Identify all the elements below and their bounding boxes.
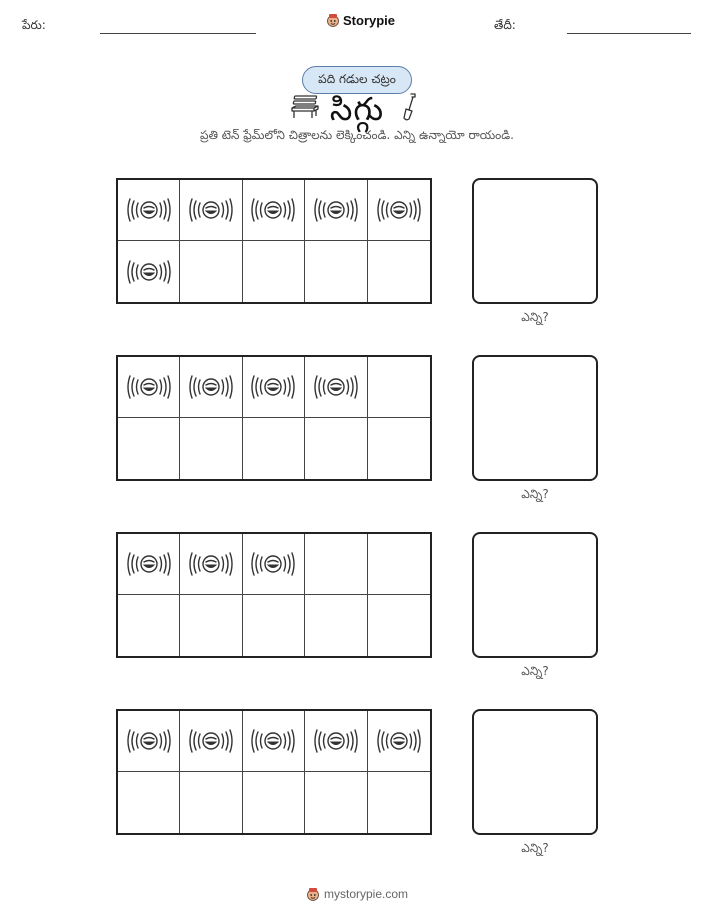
date-line[interactable] xyxy=(567,33,691,34)
brand-name: Storypie xyxy=(343,12,396,28)
frame-cell xyxy=(243,711,305,772)
shy-face-icon xyxy=(314,369,358,405)
footer-site: mystorypie.com xyxy=(323,887,409,901)
frame-cell xyxy=(368,772,430,833)
ten-frame-1 xyxy=(116,178,432,304)
footer xyxy=(0,886,714,902)
frame-cell xyxy=(305,711,367,772)
shy-face-icon xyxy=(189,369,233,405)
storypie-logo-icon xyxy=(326,12,340,28)
frame-cell xyxy=(305,772,367,833)
frame-cell xyxy=(180,241,242,302)
frame-cell xyxy=(118,534,180,595)
answer-label-1: ఎన్ని? xyxy=(521,310,549,324)
category-badge: పది గడుల చట్రం xyxy=(302,66,412,94)
shy-face-icon xyxy=(189,192,233,228)
frame-cell xyxy=(243,418,305,479)
frame-cell xyxy=(305,357,367,418)
shy-face-icon xyxy=(251,723,295,759)
shy-face-icon xyxy=(189,723,233,759)
answer-box-3[interactable] xyxy=(472,532,598,658)
shy-face-icon xyxy=(127,192,171,228)
brand xyxy=(326,12,395,28)
shy-face-icon xyxy=(314,192,358,228)
frame-cell xyxy=(118,711,180,772)
frame-cell xyxy=(180,357,242,418)
frame-cell xyxy=(305,595,367,656)
frame-cell xyxy=(118,241,180,302)
answer-box-4[interactable] xyxy=(472,709,598,835)
worksheet-title: సిగ్గు xyxy=(329,90,385,128)
shy-face-icon xyxy=(127,546,171,582)
ten-frame-4 xyxy=(116,709,432,835)
answer-label-3: ఎన్ని? xyxy=(521,664,549,678)
frame-cell xyxy=(118,357,180,418)
frame-cell xyxy=(368,595,430,656)
frame-cell xyxy=(243,534,305,595)
frame-cell xyxy=(180,418,242,479)
shovel-icon xyxy=(398,92,418,122)
shy-face-icon xyxy=(189,546,233,582)
shy-face-icon xyxy=(377,192,421,228)
frame-cell xyxy=(305,180,367,241)
shy-face-icon xyxy=(251,546,295,582)
shy-face-icon xyxy=(127,254,171,290)
frame-cell xyxy=(368,418,430,479)
frame-cell xyxy=(243,357,305,418)
ten-frame-2 xyxy=(116,355,432,481)
frame-cell xyxy=(243,180,305,241)
frame-cell xyxy=(368,357,430,418)
frame-cell xyxy=(368,534,430,595)
frame-cell xyxy=(118,418,180,479)
frame-cell xyxy=(118,180,180,241)
frame-cell xyxy=(243,772,305,833)
shy-face-icon xyxy=(251,192,295,228)
frame-cell xyxy=(368,241,430,302)
answer-box-2[interactable] xyxy=(472,355,598,481)
shy-face-icon xyxy=(127,369,171,405)
frame-cell xyxy=(368,711,430,772)
frame-cell xyxy=(180,772,242,833)
frame-cell xyxy=(180,534,242,595)
frame-cell xyxy=(305,241,367,302)
shy-face-icon xyxy=(314,723,358,759)
storypie-footer-logo-icon xyxy=(306,886,320,902)
answer-box-1[interactable] xyxy=(472,178,598,304)
shy-face-icon xyxy=(127,723,171,759)
shy-face-icon xyxy=(377,723,421,759)
date-label: తేదీ: xyxy=(494,18,516,32)
frame-cell xyxy=(118,595,180,656)
name-label: పేరు: xyxy=(22,18,46,32)
frame-cell xyxy=(180,711,242,772)
frame-cell xyxy=(118,772,180,833)
frame-cell xyxy=(305,418,367,479)
instructions: ప్రతి టెన్ ఫ్రేమ్‌లోని చిత్రాలను లెక్కించండి. ఎన్ని ఉన్నాయో రాయండి. xyxy=(200,128,514,142)
answer-label-2: ఎన్ని? xyxy=(521,487,549,501)
frame-cell xyxy=(180,180,242,241)
name-line[interactable] xyxy=(100,33,256,34)
frame-cell xyxy=(243,241,305,302)
frame-cell xyxy=(243,595,305,656)
frame-cell xyxy=(305,534,367,595)
ten-frame-3 xyxy=(116,532,432,658)
answer-label-4: ఎన్ని? xyxy=(521,841,549,855)
frame-cell xyxy=(180,595,242,656)
frame-cell xyxy=(368,180,430,241)
shy-face-icon xyxy=(251,369,295,405)
